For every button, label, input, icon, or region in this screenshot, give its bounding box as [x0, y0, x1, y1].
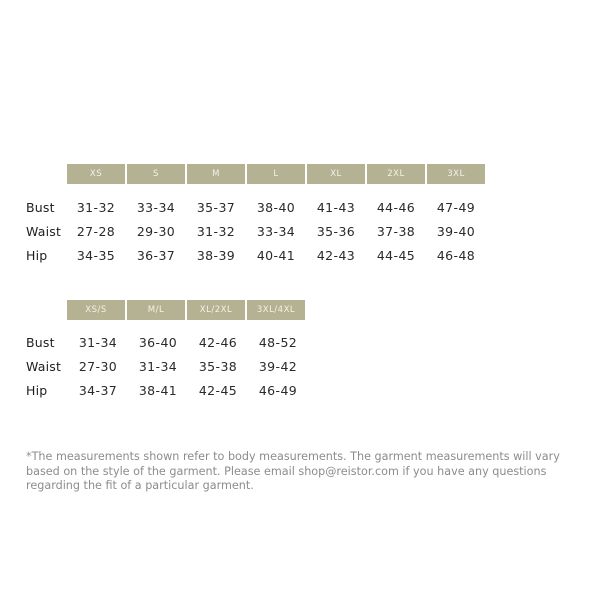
size-header-row-1	[67, 164, 487, 184]
table-cell: 34-35	[76, 247, 116, 263]
size-header-m: M	[187, 164, 245, 184]
table-cell: 38-41	[138, 382, 178, 398]
table-cell: 38-39	[196, 247, 236, 263]
table-cell: 40-41	[256, 247, 296, 263]
table-cell: 44-45	[376, 247, 416, 263]
table-cell: 39-42	[258, 358, 298, 374]
row-label-waist: Waist	[26, 358, 62, 374]
table-cell: 39-40	[436, 223, 476, 239]
table-cell: 36-40	[138, 334, 178, 350]
table-cell: 29-30	[136, 223, 176, 239]
table-cell: 35-36	[316, 223, 356, 239]
size-header-xs-s: XS/S	[67, 300, 125, 320]
row-label-waist: Waist	[26, 223, 62, 239]
table-cell: 35-37	[196, 199, 236, 215]
table-cell: 31-34	[78, 334, 118, 350]
table-cell: 46-48	[436, 247, 476, 263]
table-cell: 35-38	[198, 358, 238, 374]
size-header-row-2	[67, 300, 307, 320]
table-cell: 46-49	[258, 382, 298, 398]
table-cell: 27-28	[76, 223, 116, 239]
table-cell: 38-40	[256, 199, 296, 215]
table-cell: 33-34	[136, 199, 176, 215]
table-cell: 37-38	[376, 223, 416, 239]
row-label-hip: Hip	[26, 382, 48, 398]
row-label-hip: Hip	[26, 247, 48, 263]
table-cell: 42-45	[198, 382, 238, 398]
table-cell: 33-34	[256, 223, 296, 239]
size-header-xl-2xl: XL/2XL	[187, 300, 245, 320]
size-header-l: L	[247, 164, 305, 184]
table-cell: 42-46	[198, 334, 238, 350]
table-cell: 48-52	[258, 334, 298, 350]
table-cell: 27-30	[78, 358, 118, 374]
table-cell: 34-37	[78, 382, 118, 398]
size-header-m-l: M/L	[127, 300, 185, 320]
table-cell: 31-32	[196, 223, 236, 239]
table-cell: 47-49	[436, 199, 476, 215]
row-label-bust: Bust	[26, 199, 55, 215]
size-header-3xl: 3XL	[427, 164, 485, 184]
table-cell: 31-32	[76, 199, 116, 215]
size-header-3xl-4xl: 3XL/4XL	[247, 300, 305, 320]
table-cell: 36-37	[136, 247, 176, 263]
row-label-bust: Bust	[26, 334, 55, 350]
table-cell: 42-43	[316, 247, 356, 263]
size-header-2xl: 2XL	[367, 164, 425, 184]
size-header-xl: XL	[307, 164, 365, 184]
table-cell: 31-34	[138, 358, 178, 374]
size-header-s: S	[127, 164, 185, 184]
footnote: *The measurements shown refer to body measurements. The garment measurements will vary based on the style of the garment. Please email shop@reistor.com if you have any questions regarding the fit of a particular garment.	[26, 450, 560, 492]
size-header-xs: XS	[67, 164, 125, 184]
table-cell: 44-46	[376, 199, 416, 215]
table-cell: 41-43	[316, 199, 356, 215]
